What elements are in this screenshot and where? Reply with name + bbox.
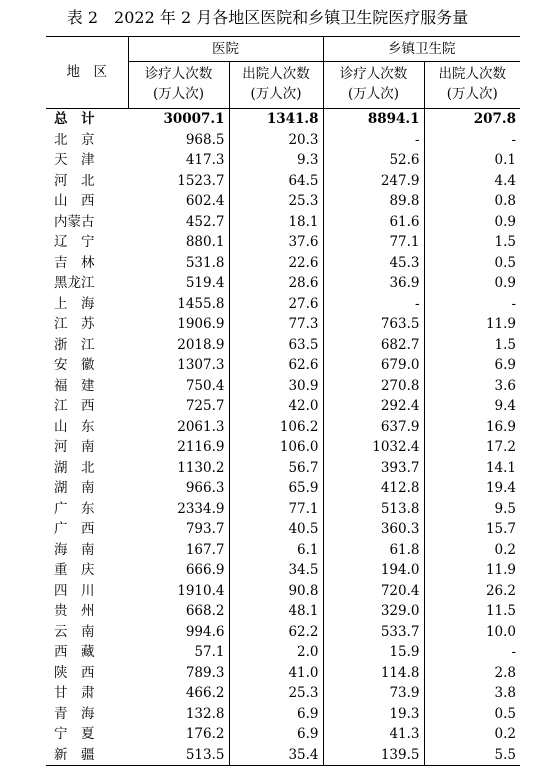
hospital-visits-cell: 132.8 xyxy=(185,705,225,722)
region-cell: 四 川 xyxy=(54,582,95,599)
region-cell: 湖 北 xyxy=(54,459,95,476)
hospital-discharges-cell: 9.3 xyxy=(229,150,323,171)
table-row xyxy=(46,150,520,171)
region-cell: 青 海 xyxy=(54,705,95,722)
table-row xyxy=(46,273,520,294)
hospital-discharges-cell: 35.4 xyxy=(229,745,323,766)
hospital-discharges-cell: 40.5 xyxy=(229,519,323,540)
region-cell: 总 计 xyxy=(54,111,95,127)
table-row xyxy=(46,601,520,622)
township-visits-cell: 194.0 xyxy=(323,560,424,581)
hospital-visits-cell: 452.7 xyxy=(185,213,225,230)
township-visits-cell: - xyxy=(323,130,424,151)
table-row xyxy=(46,191,520,212)
hospital-visits-cell: 668.2 xyxy=(185,603,225,619)
township-visits-cell: 139.5 xyxy=(323,745,424,766)
hospital-visits-cell: 725.7 xyxy=(185,398,225,414)
hospital-discharges-cell: 56.7 xyxy=(229,458,323,479)
township-visits-unit: (万人次) xyxy=(347,86,400,102)
township-visits-cell: 1032.4 xyxy=(323,437,424,458)
township-discharges-cell: 3.6 xyxy=(424,376,520,397)
township-visits-cell: 45.3 xyxy=(323,253,424,274)
township-visits-cell: 412.8 xyxy=(323,478,424,499)
township-discharges-cell: 14.1 xyxy=(424,458,520,479)
region-cell: 河 北 xyxy=(54,172,95,189)
hospital-discharges-cell: 6.1 xyxy=(229,540,323,561)
region-cell: 甘 肃 xyxy=(54,685,95,701)
table-row xyxy=(46,478,520,499)
township-discharges-cell: 4.4 xyxy=(424,171,520,192)
hospital-discharges-cell: 28.6 xyxy=(229,273,323,294)
township-group-header: 乡镇卫生院 xyxy=(323,37,520,62)
hospital-visits-unit: (万人次) xyxy=(152,86,205,102)
township-visits-cell: 77.1 xyxy=(323,232,424,253)
table-row xyxy=(46,745,520,766)
township-discharges-cell: 0.2 xyxy=(424,724,520,745)
township-visits-cell: 270.8 xyxy=(323,376,424,397)
table-row xyxy=(46,355,520,376)
region-cell: 安 徽 xyxy=(54,357,95,373)
hospital-discharges-cell: 90.8 xyxy=(229,581,323,602)
township-visits-cell: 8894.1 xyxy=(323,109,424,130)
township-discharges-cell: 0.9 xyxy=(424,212,520,233)
hospital-visits-cell: 176.2 xyxy=(185,726,225,742)
hospital-discharges-unit: (万人次) xyxy=(250,86,302,102)
hospital-discharges-cell: 27.6 xyxy=(229,294,323,315)
township-discharges-cell: 0.5 xyxy=(424,704,520,725)
township-visits-cell: 720.4 xyxy=(323,581,424,602)
region-column-header: 地 区 xyxy=(46,37,128,109)
township-visits-cell: 292.4 xyxy=(323,396,424,417)
hospital-discharges-cell: 37.6 xyxy=(229,232,323,253)
township-discharges-header xyxy=(424,62,520,109)
table-row xyxy=(46,560,520,581)
township-discharges-cell: 17.2 xyxy=(424,437,520,458)
township-discharges-cell: 19.4 xyxy=(424,478,520,499)
hospital-discharges-cell: 2.0 xyxy=(229,642,323,663)
table-title-text: 2022 年 2 月各地区医院和乡镇卫生院医疗服务量 xyxy=(114,8,469,27)
township-discharges-cell: - xyxy=(424,130,520,151)
township-discharges-cell: 207.8 xyxy=(424,109,520,130)
township-discharges-cell: 5.5 xyxy=(424,745,520,766)
hospital-visits-cell: 466.2 xyxy=(185,685,225,701)
township-discharges-cell: 1.5 xyxy=(424,335,520,356)
hospital-discharges-cell: 63.5 xyxy=(229,335,323,356)
table-row xyxy=(46,212,520,233)
township-visits-cell: 36.9 xyxy=(323,273,424,294)
hospital-discharges-cell: 1341.8 xyxy=(229,109,323,130)
township-visits-cell: 393.7 xyxy=(323,458,424,479)
table-row xyxy=(46,704,520,725)
hospital-discharges-cell: 34.5 xyxy=(229,560,323,581)
hospital-discharges-cell: 77.1 xyxy=(229,499,323,520)
table-title xyxy=(0,6,535,30)
table-row xyxy=(46,232,520,253)
township-discharges-cell: - xyxy=(424,642,520,663)
table-row xyxy=(46,540,520,561)
township-visits-cell: 73.9 xyxy=(323,683,424,704)
hospital-visits-cell: 1455.8 xyxy=(177,295,225,312)
hospital-discharges-cell: 106.0 xyxy=(229,437,323,458)
table-row xyxy=(46,314,520,335)
township-visits-cell: 682.7 xyxy=(323,335,424,356)
township-discharges-cell: 26.2 xyxy=(424,581,520,602)
township-visits-cell: - xyxy=(323,294,424,315)
township-discharges-cell: 9.5 xyxy=(424,499,520,520)
medical-services-table xyxy=(46,36,520,766)
region-cell: 宁 夏 xyxy=(54,726,95,742)
hospital-visits-cell: 789.3 xyxy=(185,664,225,681)
region-cell: 广 西 xyxy=(54,521,95,537)
region-cell: 广 东 xyxy=(54,500,95,517)
hospital-discharges-cell: 62.6 xyxy=(229,355,323,376)
region-cell: 吉 林 xyxy=(54,254,95,271)
table-row xyxy=(46,171,520,192)
hospital-visits-cell: 602.4 xyxy=(185,193,225,209)
hospital-visits-cell: 417.3 xyxy=(185,152,225,168)
region-cell: 陕 西 xyxy=(54,664,95,681)
township-discharges-cell: 9.4 xyxy=(424,396,520,417)
table-row xyxy=(46,458,520,479)
hospital-visits-cell: 167.7 xyxy=(185,541,225,558)
township-discharges-label: 出院人次数 xyxy=(438,66,506,82)
table-row xyxy=(46,622,520,643)
table-row xyxy=(46,581,520,602)
hospital-discharges-cell: 6.9 xyxy=(229,704,323,725)
hospital-discharges-cell: 62.2 xyxy=(229,622,323,643)
hospital-visits-cell: 2116.9 xyxy=(177,439,225,455)
township-discharges-cell: 0.5 xyxy=(424,253,520,274)
hospital-group-header: 医院 xyxy=(128,37,323,62)
township-visits-cell: 679.0 xyxy=(323,355,424,376)
hospital-visits-cell: 2061.3 xyxy=(177,418,225,435)
region-cell: 内蒙古 xyxy=(54,213,95,230)
hospital-discharges-header xyxy=(229,62,323,109)
township-discharges-cell: 11.9 xyxy=(424,560,520,581)
hospital-visits-cell: 880.1 xyxy=(185,234,225,250)
township-visits-cell: 329.0 xyxy=(323,601,424,622)
hospital-discharges-cell: 25.3 xyxy=(229,191,323,212)
hospital-visits-cell: 519.4 xyxy=(185,275,225,291)
township-visits-cell: 360.3 xyxy=(323,519,424,540)
hospital-discharges-cell: 6.9 xyxy=(229,724,323,745)
region-cell: 河 南 xyxy=(54,439,95,455)
hospital-visits-cell: 1307.3 xyxy=(177,357,225,373)
township-visits-cell: 247.9 xyxy=(323,171,424,192)
table-row xyxy=(46,642,520,663)
hospital-visits-cell: 2334.9 xyxy=(177,500,225,517)
region-cell: 山 东 xyxy=(54,418,95,435)
township-discharges-unit: (万人次) xyxy=(446,86,498,102)
table-row xyxy=(46,724,520,745)
township-discharges-cell: - xyxy=(424,294,520,315)
table-row xyxy=(46,437,520,458)
township-visits-cell: 15.9 xyxy=(323,642,424,663)
hospital-discharges-cell: 48.1 xyxy=(229,601,323,622)
region-cell: 福 建 xyxy=(54,377,95,394)
region-cell: 辽 宁 xyxy=(54,234,95,250)
hospital-visits-header xyxy=(128,62,229,109)
table-row xyxy=(46,417,520,438)
township-discharges-cell: 11.5 xyxy=(424,601,520,622)
township-discharges-cell: 10.0 xyxy=(424,622,520,643)
hospital-visits-cell: 30007.1 xyxy=(163,111,225,127)
region-cell: 黑龙江 xyxy=(54,275,95,291)
hospital-discharges-cell: 64.5 xyxy=(229,171,323,192)
region-cell: 云 南 xyxy=(54,623,95,640)
township-visits-cell: 114.8 xyxy=(323,663,424,684)
hospital-visits-cell: 1906.9 xyxy=(177,316,225,332)
region-cell: 山 西 xyxy=(54,193,95,209)
township-discharges-cell: 6.9 xyxy=(424,355,520,376)
hospital-visits-cell: 966.3 xyxy=(185,480,225,496)
township-visits-cell: 763.5 xyxy=(323,314,424,335)
hospital-visits-cell: 2018.9 xyxy=(177,336,225,353)
hospital-visits-cell: 666.9 xyxy=(185,562,225,578)
township-discharges-cell: 11.9 xyxy=(424,314,520,335)
township-discharges-cell: 0.8 xyxy=(424,191,520,212)
region-cell: 江 西 xyxy=(54,398,95,414)
table-row xyxy=(46,294,520,315)
township-visits-cell: 533.7 xyxy=(323,622,424,643)
region-cell: 贵 州 xyxy=(54,603,95,619)
table-row xyxy=(46,499,520,520)
township-visits-cell: 513.8 xyxy=(323,499,424,520)
township-discharges-cell: 0.1 xyxy=(424,150,520,171)
township-discharges-cell: 15.7 xyxy=(424,519,520,540)
region-cell: 上 海 xyxy=(54,295,95,312)
township-visits-cell: 41.3 xyxy=(323,724,424,745)
township-discharges-cell: 3.8 xyxy=(424,683,520,704)
township-visits-cell: 61.6 xyxy=(323,212,424,233)
table-row xyxy=(46,683,520,704)
hospital-discharges-cell: 42.0 xyxy=(229,396,323,417)
table-row xyxy=(46,130,520,151)
region-cell: 江 苏 xyxy=(54,316,95,332)
township-visits-cell: 61.8 xyxy=(323,540,424,561)
table-row xyxy=(46,519,520,540)
hospital-visits-cell: 1130.2 xyxy=(177,459,225,476)
region-cell: 西 藏 xyxy=(54,644,95,660)
township-visits-cell: 89.8 xyxy=(323,191,424,212)
region-cell: 海 南 xyxy=(54,541,95,558)
region-cell: 新 疆 xyxy=(46,745,128,766)
township-visits-cell: 52.6 xyxy=(323,150,424,171)
region-cell: 北 京 xyxy=(54,131,95,148)
township-visits-label: 诊疗人次数 xyxy=(339,66,408,82)
table-row xyxy=(46,396,520,417)
region-cell: 天 津 xyxy=(54,152,95,168)
hospital-discharges-cell: 65.9 xyxy=(229,478,323,499)
table-body xyxy=(46,109,520,766)
hospital-visits-cell: 57.1 xyxy=(194,644,225,660)
township-discharges-cell: 0.9 xyxy=(424,273,520,294)
hospital-visits-cell: 793.7 xyxy=(185,521,225,537)
hospital-visits-label: 诊疗人次数 xyxy=(144,66,213,82)
hospital-visits-cell: 513.5 xyxy=(128,745,229,766)
township-discharges-cell: 2.8 xyxy=(424,663,520,684)
hospital-discharges-label: 出院人次数 xyxy=(242,66,310,82)
hospital-visits-cell: 1523.7 xyxy=(177,172,225,189)
hospital-discharges-cell: 18.1 xyxy=(229,212,323,233)
table-row xyxy=(46,253,520,274)
hospital-visits-cell: 968.5 xyxy=(185,131,225,148)
hospital-discharges-cell: 77.3 xyxy=(229,314,323,335)
hospital-visits-cell: 1910.4 xyxy=(177,582,225,599)
township-discharges-cell: 1.5 xyxy=(424,232,520,253)
hospital-discharges-cell: 20.3 xyxy=(229,130,323,151)
table-row xyxy=(46,663,520,684)
total-row xyxy=(46,109,520,130)
table-number: 表 2 xyxy=(66,8,99,27)
table-row xyxy=(46,376,520,397)
township-discharges-cell: 16.9 xyxy=(424,417,520,438)
hospital-discharges-cell: 22.6 xyxy=(229,253,323,274)
hospital-discharges-cell: 25.3 xyxy=(229,683,323,704)
hospital-discharges-cell: 106.2 xyxy=(229,417,323,438)
region-cell: 重 庆 xyxy=(54,562,95,578)
township-visits-cell: 637.9 xyxy=(323,417,424,438)
township-visits-header xyxy=(323,62,424,109)
hospital-visits-cell: 994.6 xyxy=(185,623,225,640)
hospital-discharges-cell: 41.0 xyxy=(229,663,323,684)
hospital-visits-cell: 531.8 xyxy=(185,254,225,271)
hospital-discharges-cell: 30.9 xyxy=(229,376,323,397)
township-discharges-cell: 0.2 xyxy=(424,540,520,561)
region-cell: 湖 南 xyxy=(54,480,95,496)
hospital-visits-cell: 750.4 xyxy=(185,377,225,394)
table-row xyxy=(46,335,520,356)
region-cell: 浙 江 xyxy=(54,336,95,353)
township-visits-cell: 19.3 xyxy=(323,704,424,725)
